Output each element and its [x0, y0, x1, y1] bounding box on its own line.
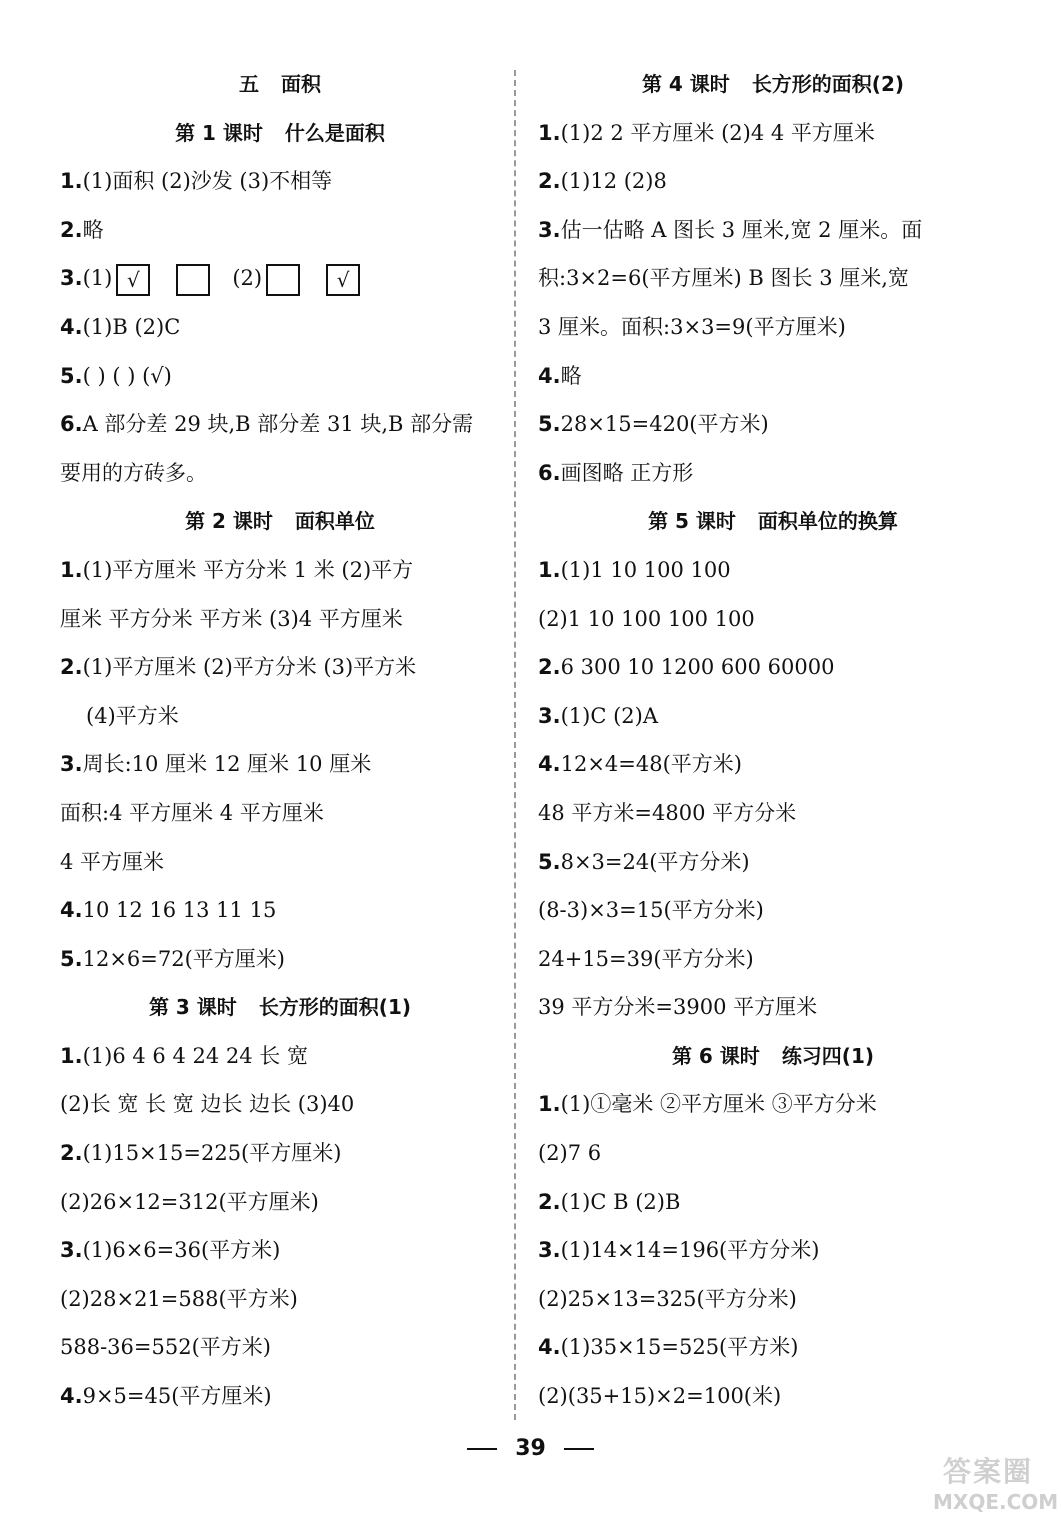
answer-text: (1)①毫米 ②平方厘米 ③平方分米 — [560, 1092, 877, 1117]
answer-text: 4 平方厘米 — [60, 849, 165, 874]
heading-title: 练习四(1) — [781, 1043, 875, 1068]
question-number: 5. — [60, 363, 83, 388]
answer-text: (1)12 (2)8 — [560, 169, 667, 194]
answer-line — [60, 449, 500, 498]
question-number: 5. — [538, 412, 561, 437]
checked-box: √ — [326, 264, 360, 296]
answer-line — [538, 400, 1008, 449]
question-number: 3. — [60, 266, 83, 291]
question-number: 3. — [60, 752, 83, 777]
answer-text: (2)1 10 100 100 100 — [538, 606, 755, 631]
heading-title: 什么是面积 — [284, 120, 385, 145]
heading-lesson: 第 1 课时 — [175, 120, 263, 145]
section-heading — [538, 1032, 1008, 1081]
answer-line — [60, 1129, 500, 1178]
section-heading — [538, 60, 1008, 109]
watermark-logo — [933, 1450, 1059, 1520]
answer-line — [538, 886, 1008, 935]
question-number: 4. — [538, 1335, 561, 1360]
section-heading — [60, 60, 500, 109]
heading-lesson: 第 3 课时 — [148, 995, 237, 1020]
answer-line — [60, 1275, 500, 1324]
answer-text: 略 — [560, 363, 582, 388]
answer-line — [538, 109, 1008, 158]
question-number: 1. — [60, 1043, 83, 1068]
answer-line — [60, 303, 500, 352]
page-number: 39 — [515, 1436, 546, 1461]
answer-text: (1)15×15=225(平方厘米) — [82, 1141, 342, 1166]
question-number: 1. — [60, 169, 83, 194]
answer-text: (2)长 宽 长 宽 边长 边长 (3)40 — [60, 1092, 355, 1117]
answer-text: 24+15=39(平方分米) — [538, 946, 754, 971]
answer-text: 周长:10 厘米 12 厘米 10 厘米 — [82, 752, 372, 777]
answer-line — [538, 206, 1008, 255]
question-number: 6. — [60, 412, 83, 437]
answer-line — [60, 254, 500, 303]
answer-line — [538, 1129, 1008, 1178]
answer-text: (1)35×15=525(平方米) — [560, 1335, 799, 1360]
question-number: 4. — [60, 898, 83, 923]
answer-text: (2)28×21=588(平方米) — [60, 1286, 298, 1311]
answer-text: (1)平方厘米 平方分米 1 米 (2)平方 — [82, 557, 414, 582]
answer-line — [538, 935, 1008, 984]
answer-line — [60, 400, 500, 449]
answer-line — [538, 254, 1008, 303]
empty-box — [266, 264, 300, 296]
question-number: 1. — [60, 557, 83, 582]
answer-line — [538, 595, 1008, 644]
answer-text: 10 12 16 13 11 15 — [82, 898, 277, 923]
answer-line — [60, 935, 500, 984]
answer-line — [538, 1178, 1008, 1227]
answer-line — [60, 1080, 500, 1129]
answer-line — [60, 838, 500, 887]
answer-text: 略 — [82, 217, 104, 242]
heading-lesson: 第 6 课时 — [671, 1043, 760, 1068]
answer-text: 28×15=420(平方米) — [560, 412, 769, 437]
question-number: 1. — [538, 120, 561, 145]
answer-text: (1)平方厘米 (2)平方分米 (3)平方米 — [82, 655, 417, 680]
question-number: 4. — [60, 1384, 83, 1409]
answer-text: (2) — [232, 266, 263, 291]
watermark-url: MXQE.COM — [933, 1490, 1059, 1514]
footer-dash-right — [564, 1448, 594, 1450]
question-number: 6. — [538, 460, 561, 485]
answer-text: (1)6 4 6 4 24 24 长 宽 — [82, 1043, 308, 1068]
answer-line — [538, 643, 1008, 692]
answer-text: (1)面积 (2)沙发 (3)不相等 — [82, 169, 333, 194]
answer-text: A 部分差 29 块,B 部分差 31 块,B 部分需 — [82, 412, 474, 437]
answer-line — [60, 1032, 500, 1081]
answer-text: (1)1 10 100 100 — [560, 557, 731, 582]
heading-lesson: 第 4 课时 — [641, 72, 730, 96]
question-number: 2. — [60, 217, 83, 242]
checked-box: √ — [116, 264, 150, 296]
watermark-text: 答案圈 — [942, 1455, 1033, 1488]
answer-text: (1)14×14=196(平方分米) — [560, 1238, 820, 1263]
answer-text: 588-36=552(平方米) — [60, 1335, 271, 1360]
answer-line — [60, 1178, 500, 1227]
question-number: 2. — [60, 1141, 83, 1166]
heading-title: 面积单位 — [294, 509, 375, 534]
answer-line — [538, 352, 1008, 401]
question-number: 3. — [538, 217, 561, 242]
question-number: 2. — [60, 655, 83, 680]
answer-text: (8-3)×3=15(平方分米) — [538, 898, 764, 923]
answer-line — [60, 1323, 500, 1372]
answer-text: 6 300 10 1200 600 60000 — [560, 655, 835, 680]
heading-title: 面积单位的换算 — [757, 509, 898, 534]
answer-text: 12×6=72(平方厘米) — [82, 946, 285, 971]
answer-line — [60, 643, 500, 692]
answer-text: (4)平方米 — [86, 703, 179, 728]
answer-line — [60, 546, 500, 595]
answer-line — [60, 1226, 500, 1275]
section-heading — [60, 109, 500, 158]
empty-box — [176, 264, 210, 296]
answer-line — [538, 157, 1008, 206]
column-divider — [514, 70, 516, 1420]
answer-line — [60, 595, 500, 644]
answer-text: (2)(35+15)×2=100(米) — [538, 1384, 782, 1409]
answer-text: 积:3×2=6(平方厘米) B 图长 3 厘米,宽 — [538, 266, 909, 291]
heading-title: 长方形的面积(1) — [258, 995, 412, 1020]
answer-line — [538, 546, 1008, 595]
answer-line — [60, 789, 500, 838]
page-footer — [0, 1436, 1061, 1476]
right-column — [538, 60, 1008, 1421]
heading-title: 面积 — [281, 72, 321, 96]
answer-line — [538, 1226, 1008, 1275]
answer-text: (1) — [82, 266, 113, 291]
answer-line — [60, 692, 500, 741]
heading-lesson: 第 5 课时 — [648, 509, 736, 534]
section-heading — [60, 983, 500, 1032]
answer-text: 估一估略 A 图长 3 厘米,宽 2 厘米。面 — [560, 217, 923, 242]
section-heading — [60, 497, 500, 546]
answer-line — [60, 740, 500, 789]
answer-text: (1)2 2 平方厘米 (2)4 4 平方厘米 — [560, 120, 875, 145]
answer-text: 39 平方分米=3900 平方厘米 — [538, 995, 818, 1020]
question-number: 3. — [60, 1238, 83, 1263]
answer-line — [538, 983, 1008, 1032]
heading-lesson: 五 — [239, 72, 259, 96]
answer-text: 画图略 正方形 — [560, 460, 694, 485]
heading-title: 长方形的面积(2) — [751, 72, 905, 96]
answer-text: 12×4=48(平方米) — [560, 752, 742, 777]
answer-line — [60, 157, 500, 206]
answer-text: (2)25×13=325(平方分米) — [538, 1286, 797, 1311]
answer-line — [538, 1275, 1008, 1324]
question-number: 4. — [60, 314, 83, 339]
answer-text: 48 平方米=4800 平方分米 — [538, 800, 797, 825]
answer-text: 面积:4 平方厘米 4 平方厘米 — [60, 800, 324, 825]
answer-line — [538, 740, 1008, 789]
answer-text: (1)C (2)A — [560, 703, 658, 728]
question-number: 5. — [538, 849, 561, 874]
question-number: 3. — [538, 703, 561, 728]
answer-line — [538, 1323, 1008, 1372]
question-number: 2. — [538, 169, 561, 194]
answer-line — [538, 838, 1008, 887]
question-number: 2. — [538, 1189, 561, 1214]
question-number: 5. — [60, 946, 83, 971]
question-number: 2. — [538, 655, 561, 680]
answer-text: ( ) ( ) (√) — [82, 363, 172, 388]
answer-text: (2)7 6 — [538, 1141, 602, 1166]
answer-line — [538, 789, 1008, 838]
answer-line — [60, 1372, 500, 1421]
answer-text: (1)C B (2)B — [560, 1189, 681, 1214]
question-number: 1. — [538, 557, 561, 582]
question-number: 1. — [538, 1092, 561, 1117]
answer-text: 3 厘米。面积:3×3=9(平方厘米) — [538, 314, 846, 339]
left-column — [60, 60, 500, 1421]
answer-line — [538, 692, 1008, 741]
answer-text: 厘米 平方分米 平方米 (3)4 平方厘米 — [60, 606, 403, 631]
question-number: 4. — [538, 363, 561, 388]
question-number: 3. — [538, 1238, 561, 1263]
answer-line — [60, 886, 500, 935]
answer-text: 要用的方砖多。 — [60, 460, 207, 485]
answer-line — [60, 206, 500, 255]
answer-line — [538, 1080, 1008, 1129]
section-heading — [538, 497, 1008, 546]
question-number: 4. — [538, 752, 561, 777]
answer-text: 8×3=24(平方分米) — [560, 849, 750, 874]
answer-line — [538, 303, 1008, 352]
footer-dash-left — [467, 1448, 497, 1450]
answer-line — [538, 1372, 1008, 1421]
answer-text: (1)6×6=36(平方米) — [82, 1238, 281, 1263]
answer-text: (2)26×12=312(平方厘米) — [60, 1189, 319, 1214]
heading-lesson: 第 2 课时 — [185, 509, 273, 534]
answer-text: (1)B (2)C — [82, 314, 181, 339]
answer-line — [60, 352, 500, 401]
answer-text: 9×5=45(平方厘米) — [82, 1384, 272, 1409]
answer-line — [538, 449, 1008, 498]
